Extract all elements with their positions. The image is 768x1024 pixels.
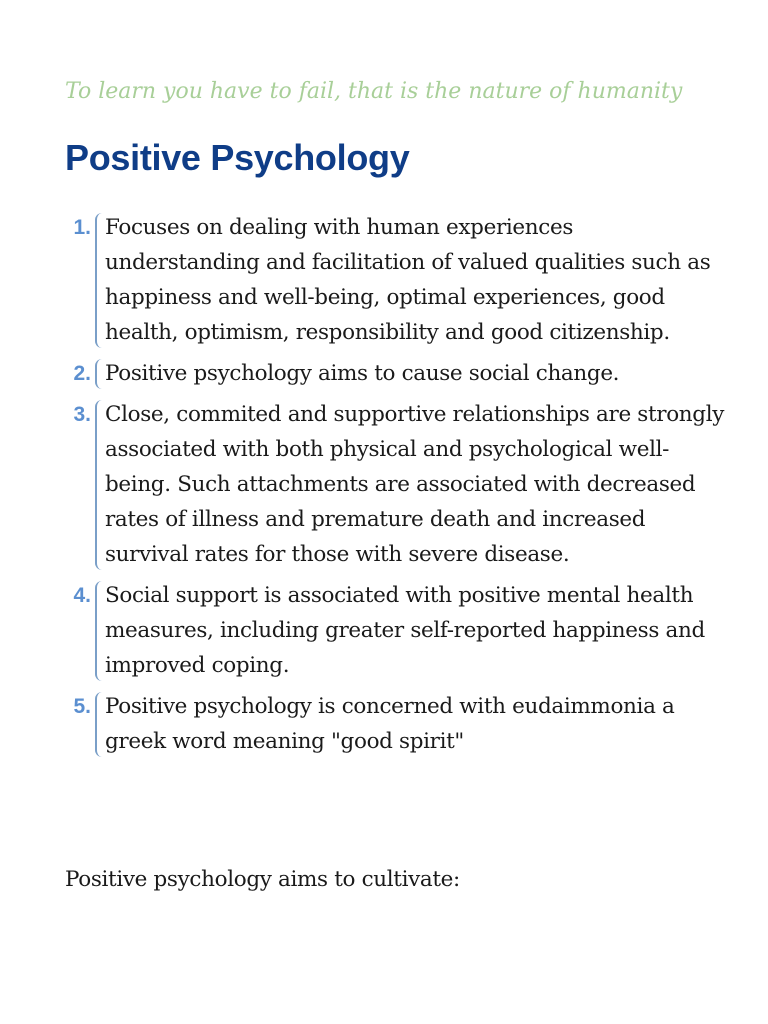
list-number: 5. [73,695,91,718]
list-item [65,578,725,683]
bracket-marker [95,213,104,348]
numbered-list [65,210,725,765]
bracket-marker [95,400,104,570]
list-item [65,689,725,759]
list-item-text: Positive psychology aims to cause social change. [105,361,620,386]
list-item-text: Social support is associated with positive mental health measures, including greater self-reported happiness and improved coping. [105,583,705,678]
list-number: 1. [73,216,91,239]
list-item [65,210,725,350]
epigraph-quote: To learn you have to fail, that is the nature of humanity [65,79,683,104]
list-item-text: Positive psychology is concerned with eudaimmonia a greek word meaning "good spirit" [105,694,675,754]
list-number: 2. [73,362,91,385]
closing-paragraph: Positive psychology aims to cultivate: [65,867,460,892]
bracket-marker [95,359,104,389]
list-item [65,397,725,572]
list-number: 4. [73,584,91,607]
list-number: 3. [73,403,91,426]
list-item-text: Focuses on dealing with human experiences understanding and facilitation of valued qualities such as happiness and well-being, optimal experiences, good health, optimism, responsibility and good citizenship. [105,215,711,345]
bracket-marker [95,581,104,681]
list-item [65,356,725,391]
bracket-marker [95,692,104,757]
page-title: Positive Psychology [65,137,410,178]
list-item-text: Close, commited and supportive relationships are strongly associated with both physical and psychological well-being. Such attachments are associated with decreased rates of illness and premature death and increased survival rates for those with severe disease. [105,402,725,567]
